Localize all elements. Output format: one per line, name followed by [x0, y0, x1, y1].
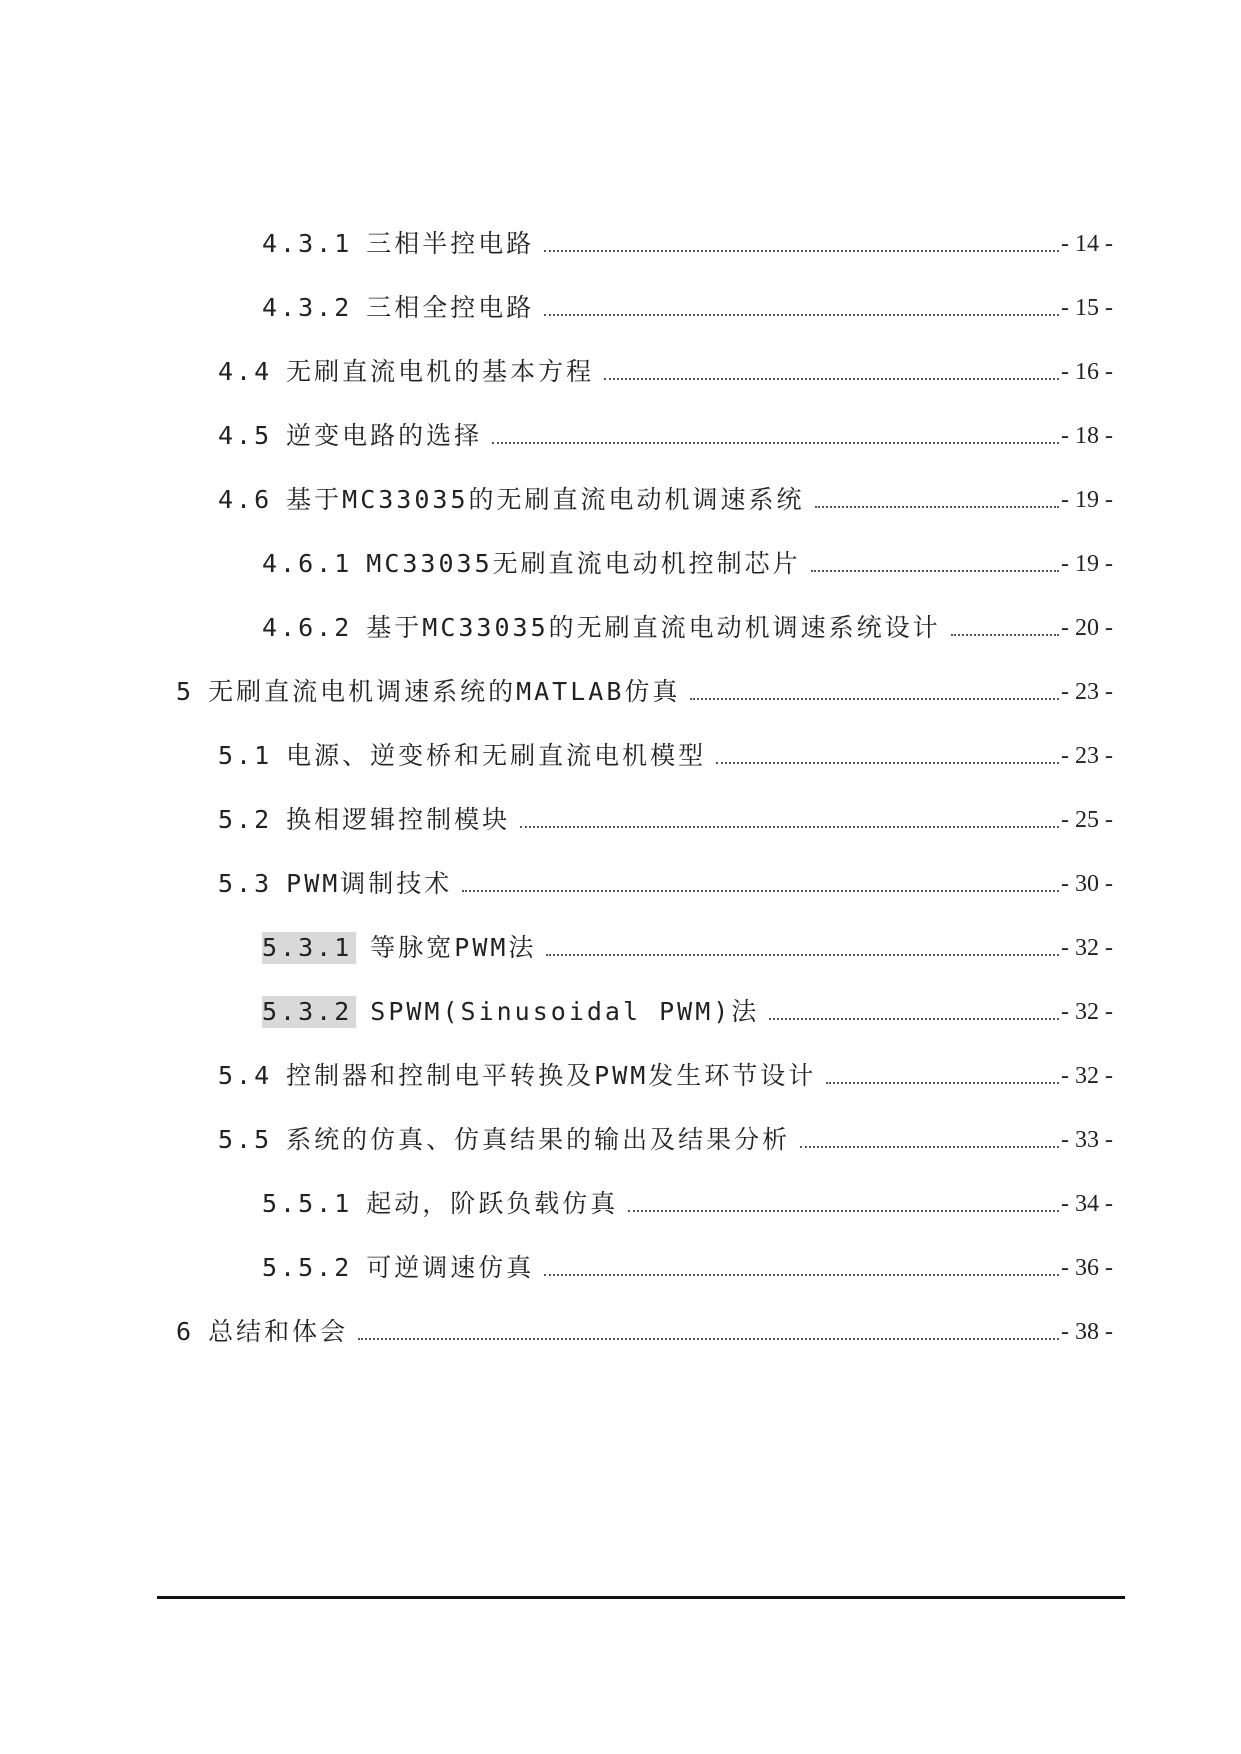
footer-divider — [157, 1596, 1125, 1599]
dot-leader — [462, 890, 1059, 892]
toc-entry-title: 等脉宽PWM法 — [370, 933, 537, 962]
toc-entry-number: 4.4 — [218, 357, 273, 386]
toc-entry-4-3-2[interactable] — [0, 284, 1241, 324]
toc-entry-5-1[interactable] — [0, 732, 1241, 772]
toc-entry-title: 总结和体会 — [208, 1317, 349, 1346]
toc-entry-title: 三相半控电路 — [366, 229, 535, 258]
toc-entry-title: SPWM(Sinusoidal PWM)法 — [370, 997, 760, 1026]
toc-entry-page: - 34 - — [1061, 1191, 1113, 1217]
toc-entry-page: - 18 - — [1061, 423, 1113, 449]
dot-leader — [544, 1274, 1059, 1276]
toc-entry-number: 5.3 — [218, 869, 273, 898]
toc-entry-5-5-1[interactable] — [0, 1180, 1241, 1220]
toc-entry-number: 5.4 — [218, 1061, 273, 1090]
dot-leader — [544, 250, 1059, 252]
dot-leader — [358, 1338, 1059, 1340]
toc-entry-title: 逆变电路的选择 — [286, 421, 483, 450]
toc-entry-page: - 14 - — [1061, 231, 1113, 257]
dot-leader — [604, 378, 1059, 380]
toc-entry-4-6-2[interactable] — [0, 604, 1241, 644]
toc-entry-5-5-2[interactable] — [0, 1244, 1241, 1284]
dot-leader — [800, 1146, 1059, 1148]
toc-entry-title: 无刷直流电机调速系统的MATLAB仿真 — [208, 677, 681, 706]
toc-entry-page: - 25 - — [1061, 807, 1113, 833]
toc-entry-title: MC33035无刷直流电动机控制芯片 — [366, 549, 801, 578]
toc-entry-4-5[interactable] — [0, 412, 1241, 452]
toc-entry-5-3-1[interactable] — [0, 924, 1241, 964]
dot-leader — [716, 762, 1059, 764]
toc-entry-6[interactable] — [0, 1308, 1241, 1348]
toc-entry-page: - 38 - — [1061, 1319, 1113, 1345]
toc-entry-number: 4.6 — [218, 485, 273, 514]
toc-entry-5-4[interactable] — [0, 1052, 1241, 1092]
toc-entry-number: 5.5.1 — [262, 1189, 353, 1218]
toc-entry-number: 5.5 — [218, 1125, 273, 1154]
toc-entry-number: 5.2 — [218, 805, 273, 834]
dot-leader — [769, 1018, 1059, 1020]
toc-entry-number: 4.3.1 — [262, 229, 353, 258]
toc-entry-number: 5.1 — [218, 741, 273, 770]
toc-entry-page: - 19 - — [1061, 487, 1113, 513]
toc-entry-page: - 30 - — [1061, 871, 1113, 897]
toc-entry-5-2[interactable] — [0, 796, 1241, 836]
toc-entry-title: 基于MC33035的无刷直流电动机调速系统 — [286, 485, 805, 514]
dot-leader — [628, 1210, 1059, 1212]
toc-entry-number: 4.6.2 — [262, 613, 353, 642]
dot-leader — [826, 1082, 1059, 1084]
toc-entry-page: - 32 - — [1061, 935, 1113, 961]
dot-leader — [520, 826, 1059, 828]
dot-leader — [492, 442, 1059, 444]
toc-entry-5-3-2[interactable] — [0, 988, 1241, 1028]
toc-entry-number: 5.3.1 — [262, 932, 356, 964]
toc-entry-page: - 23 - — [1061, 743, 1113, 769]
toc-entry-page: - 20 - — [1061, 615, 1113, 641]
toc-entry-page: - 15 - — [1061, 295, 1113, 321]
toc-entry-title: 无刷直流电机的基本方程 — [286, 357, 595, 386]
dot-leader — [690, 698, 1059, 700]
toc-entry-page: - 23 - — [1061, 679, 1113, 705]
toc-entry-title: 系统的仿真、仿真结果的输出及结果分析 — [286, 1125, 791, 1154]
toc-entry-number: 4.5 — [218, 421, 273, 450]
dot-leader — [546, 954, 1059, 956]
toc-entry-page: - 33 - — [1061, 1127, 1113, 1153]
toc-entry-title: PWM调制技术 — [286, 869, 453, 898]
toc-entry-4-3-1[interactable] — [0, 220, 1241, 260]
toc-entry-page: - 32 - — [1061, 1063, 1113, 1089]
toc-entry-number: 6 — [176, 1317, 195, 1346]
toc-entry-title: 起动，阶跃负载仿真 — [366, 1189, 619, 1218]
toc-entry-4-6[interactable] — [0, 476, 1241, 516]
toc-entry-4-6-1[interactable] — [0, 540, 1241, 580]
toc-entry-number: 5.5.2 — [262, 1253, 353, 1282]
toc-entry-number: 4.6.1 — [262, 549, 353, 578]
dot-leader — [811, 570, 1059, 572]
dot-leader — [951, 634, 1059, 636]
toc-entry-4-4[interactable] — [0, 348, 1241, 388]
toc-entry-5-5[interactable] — [0, 1116, 1241, 1156]
toc-entry-number: 5.3.2 — [262, 996, 356, 1028]
toc-entry-title: 控制器和控制电平转换及PWM发生环节设计 — [286, 1061, 817, 1090]
toc-entry-page: - 16 - — [1061, 359, 1113, 385]
toc-entry-5-3[interactable] — [0, 860, 1241, 900]
toc-entry-title: 电源、逆变桥和无刷直流电机模型 — [286, 741, 707, 770]
toc-entry-title: 可逆调速仿真 — [366, 1253, 535, 1282]
toc-entry-number: 4.3.2 — [262, 293, 353, 322]
toc-entry-title: 基于MC33035的无刷直流电动机调速系统设计 — [366, 613, 941, 642]
dot-leader — [815, 506, 1059, 508]
toc-entry-number: 5 — [176, 677, 195, 706]
toc-entry-title: 换相逻辑控制模块 — [286, 805, 511, 834]
toc-entry-page: - 36 - — [1061, 1255, 1113, 1281]
toc-entry-5[interactable] — [0, 668, 1241, 708]
toc-entry-page: - 19 - — [1061, 551, 1113, 577]
dot-leader — [544, 314, 1059, 316]
toc-entry-title: 三相全控电路 — [366, 293, 535, 322]
toc-entry-page: - 32 - — [1061, 999, 1113, 1025]
